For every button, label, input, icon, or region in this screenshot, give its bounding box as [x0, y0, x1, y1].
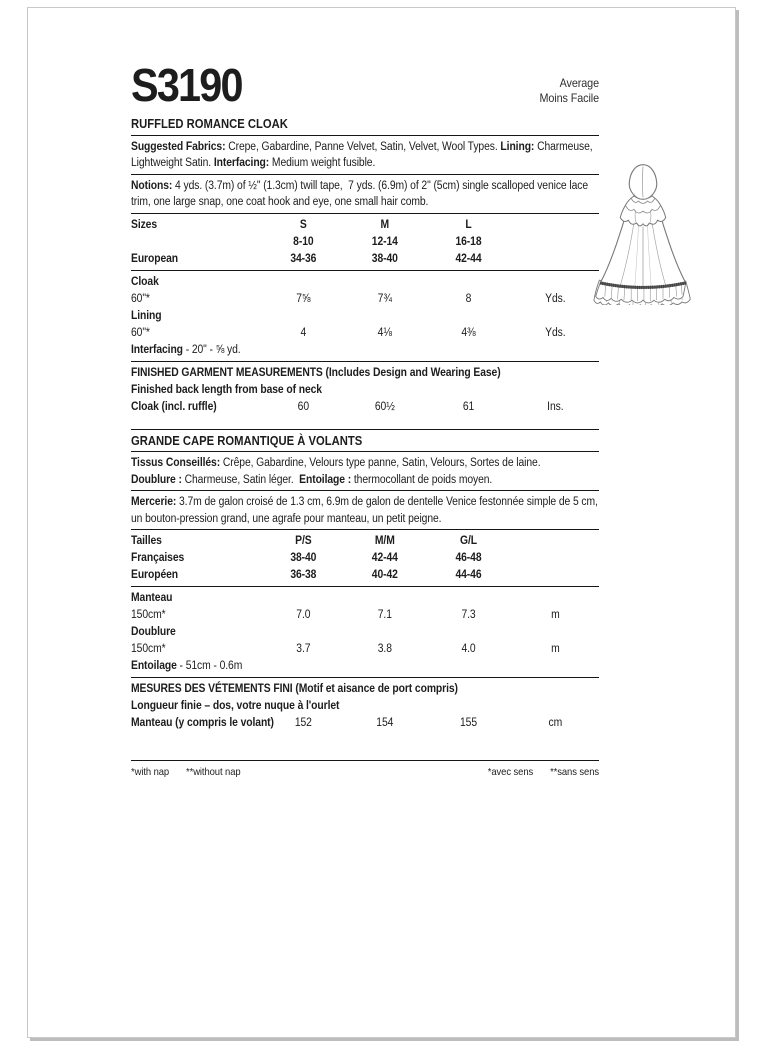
tissus-text: Crêpe, Gabardine, Velours type panne, Satin, Velours, Sortes de laine. — [220, 457, 541, 469]
finished-subtitle-row-fr — [131, 698, 599, 715]
garment-title-fr: GRANDE CAPE ROMANTIQUE À VOLANTS — [131, 433, 363, 448]
instructions-column — [131, 59, 599, 781]
section-rule — [131, 174, 599, 175]
interfacing-label: Interfacing: — [213, 157, 270, 169]
lining-fabric-width: 60"* — [131, 326, 150, 339]
suggested-fabrics-en — [131, 139, 599, 172]
taille-col-gl: G/L — [460, 535, 477, 547]
without-nap-note: **without nap — [186, 766, 241, 778]
doublure-ps: 3.7 — [296, 643, 311, 655]
with-nap-note: *with nap — [131, 766, 170, 778]
entoilage-line — [131, 658, 599, 675]
doublure-text: Charmeuse, Satin léger. — [181, 473, 300, 486]
finished-row-label-en: Cloak (incl. ruffle) — [131, 400, 217, 413]
cloak-yardage-s: 7⅝ — [296, 292, 311, 305]
finished-mm: 154 — [376, 717, 394, 729]
finished-measure-row-en — [131, 399, 599, 416]
size-numbers-l: 16-18 — [455, 235, 482, 248]
lining-label: Lining: — [500, 140, 535, 153]
european-label: European — [131, 252, 179, 265]
lining-yardage-row — [131, 325, 599, 342]
section-rule — [131, 451, 599, 452]
difficulty-english: Average — [559, 76, 599, 90]
francaises-mm: 42-44 — [371, 552, 398, 564]
size-col-m: M — [380, 218, 390, 231]
finished-measurements-subtitle-en: Finished back length from base of neck — [131, 383, 322, 396]
lining-yardage-unit: Yds. — [545, 326, 566, 339]
europeen-ps: 36-38 — [290, 569, 317, 581]
notions-text: 4 yds. (3.7m) of ½" (1.3cm) twill tape, 7 yds. (6.9m) of 2" (5cm) single scalloped venice lace trim, one large snap, one coat hook and eye, one small hair comb. — [131, 179, 589, 208]
finished-measurements-subtitle-fr: Longueur finie – dos, votre nuque à l'ourlet — [131, 700, 340, 712]
cloak-illustration — [593, 159, 693, 305]
finished-ps: 152 — [294, 717, 312, 729]
entoilage-text: thermocollant de poids moyen. — [351, 473, 493, 486]
doublure-unit: m — [551, 643, 560, 655]
lining-group-row — [131, 308, 599, 325]
pattern-number: S3190 — [131, 59, 242, 111]
doublure-mm: 3.8 — [377, 643, 392, 655]
cloak-back-view-drawing — [593, 159, 693, 305]
finished-l: 61 — [462, 400, 475, 413]
size-numbers-m: 12-14 — [371, 235, 398, 248]
manteau-unit: m — [551, 609, 560, 621]
section-rule — [131, 490, 599, 491]
doublure-label: Doublure : — [131, 473, 182, 486]
manteau-mm: 7.1 — [377, 609, 392, 621]
taille-col-mm: M/M — [374, 535, 395, 547]
doublure-group-row — [131, 624, 599, 641]
manteau-ps: 7.0 — [296, 609, 311, 621]
doublure-fabric-width: 150cm* — [131, 643, 166, 655]
doublure-gl: 4.0 — [461, 643, 476, 655]
lining-group-label: Lining — [131, 309, 162, 322]
nap-footnotes — [131, 764, 599, 781]
finished-unit-fr: cm — [548, 717, 563, 729]
entoilage-label: Entoilage : — [299, 473, 352, 486]
size-numbers-s: 8-10 — [293, 235, 314, 248]
notions-label: Notions: — [131, 179, 173, 192]
cloak-yardage-l: 8 — [465, 292, 472, 305]
francaises-gl: 46-48 — [455, 552, 482, 564]
mercerie-text: 3.7m de galon croisé de 1.3 cm, 6.9m de galon de dentelle Venice festonnée simple de 5 cm, un bouton-pression grand, une agrafe pour manteau, un petit peigne. — [131, 496, 598, 525]
interfacing-row-en — [131, 342, 599, 359]
section-rule — [131, 529, 599, 530]
header — [131, 59, 599, 111]
finished-row-label-fr: Manteau (y compris le volant) — [131, 717, 274, 729]
entoilage-row-fr — [131, 658, 599, 675]
cloak-yardage-m: 7¾ — [377, 292, 392, 305]
tailles-label: Tailles — [131, 535, 162, 547]
doublure-metrage-row — [131, 641, 599, 658]
difficulty-rating — [539, 76, 599, 106]
cloak-yardage-row — [131, 291, 599, 308]
finished-s: 60 — [297, 400, 310, 413]
european-l: 42-44 — [455, 252, 482, 265]
european-s: 34-36 — [290, 252, 317, 265]
section-rule — [131, 760, 599, 761]
nap-footnote-fr — [488, 764, 599, 781]
francaises-ps: 38-40 — [290, 552, 317, 564]
cloak-group-row — [131, 274, 599, 291]
size-header-row-fr — [131, 533, 599, 550]
section-rule — [131, 213, 599, 214]
size-col-l: L — [465, 218, 472, 231]
europeen-row — [131, 567, 599, 584]
manteau-gl: 7.3 — [461, 609, 476, 621]
size-header-row-en — [131, 217, 599, 234]
finished-measurements-title-fr: MESURES DES VÉTEMENTS FINI (Motif et aisance de port compris) — [131, 683, 458, 695]
manteau-group-label: Manteau — [131, 592, 173, 604]
lining-yardage-m: 4⅛ — [377, 326, 392, 339]
section-rule — [131, 135, 599, 136]
cloak-fabric-width: 60"* — [131, 292, 150, 305]
entoilage-line-label: Entoilage — [131, 660, 177, 672]
interfacing-text: Medium weight fusible. — [269, 157, 376, 169]
finished-title-row-fr — [131, 681, 599, 698]
pattern-envelope-back-sheet — [27, 7, 736, 1038]
section-rule — [131, 677, 599, 678]
interfacing-line-text: - 20" - ⅝ yd. — [182, 343, 241, 356]
lining-yardage-l: 4⅜ — [461, 326, 476, 339]
size-numbers-row-en — [131, 234, 599, 251]
finished-gl: 155 — [459, 717, 477, 729]
size-col-s: S — [299, 218, 307, 231]
european-m: 38-40 — [371, 252, 398, 265]
cloak-yardage-unit: Yds. — [545, 292, 566, 305]
avec-sens-note: *avec sens — [487, 766, 534, 778]
notions-fr — [131, 494, 599, 527]
notions-en — [131, 178, 599, 211]
doublure-group-label: Doublure — [131, 626, 176, 638]
lining-text: Charmeuse, Lightweight Satin. — [131, 140, 593, 169]
section-rule — [131, 586, 599, 587]
nap-footnote-en — [131, 764, 241, 781]
tissus-label: Tissus Conseillés: — [131, 457, 221, 469]
spacer — [131, 732, 599, 758]
section-rule — [131, 429, 599, 430]
interfacing-line-label: Interfacing — [131, 343, 183, 356]
francaises-label: Françaises — [131, 552, 185, 564]
difficulty-french: Moins Facile — [539, 91, 599, 105]
manteau-group-row — [131, 590, 599, 607]
sans-sens-note: **sans sens — [550, 766, 599, 778]
taille-col-ps: P/S — [295, 535, 312, 547]
cloak-group-label: Cloak — [131, 275, 159, 288]
francaises-row — [131, 550, 599, 567]
interfacing-line — [131, 342, 599, 359]
entoilage-line-text: - 51cm - 0.6m — [176, 660, 243, 672]
finished-measurements-title-en: FINISHED GARMENT MEASUREMENTS (Includes Design and Wearing Ease) — [131, 366, 501, 379]
finished-subtitle-row-en — [131, 382, 599, 399]
europeen-mm: 40-42 — [371, 569, 398, 581]
mercerie-label: Mercerie: — [131, 496, 177, 508]
manteau-metrage-row — [131, 607, 599, 624]
spacer — [131, 416, 599, 427]
europeen-label: Européen — [131, 569, 179, 581]
section-rule — [131, 270, 599, 271]
section-rule — [131, 361, 599, 362]
fabrics-label: Suggested Fabrics: — [131, 140, 226, 153]
lining-yardage-s: 4 — [300, 326, 307, 339]
finished-measure-row-fr — [131, 715, 599, 732]
europeen-gl: 44-46 — [455, 569, 482, 581]
garment-title-en: RUFFLED ROMANCE CLOAK — [131, 117, 288, 131]
fabrics-text: Crepe, Gabardine, Panne Velvet, Satin, Velvet, Wool Types. — [225, 140, 501, 153]
sizes-label: Sizes — [131, 218, 158, 231]
suggested-fabrics-fr — [131, 455, 599, 488]
finished-unit-en: Ins. — [547, 400, 564, 413]
finished-title-row-en — [131, 365, 599, 382]
european-sizes-row — [131, 251, 599, 268]
finished-m: 60½ — [374, 400, 395, 413]
manteau-fabric-width: 150cm* — [131, 609, 166, 621]
